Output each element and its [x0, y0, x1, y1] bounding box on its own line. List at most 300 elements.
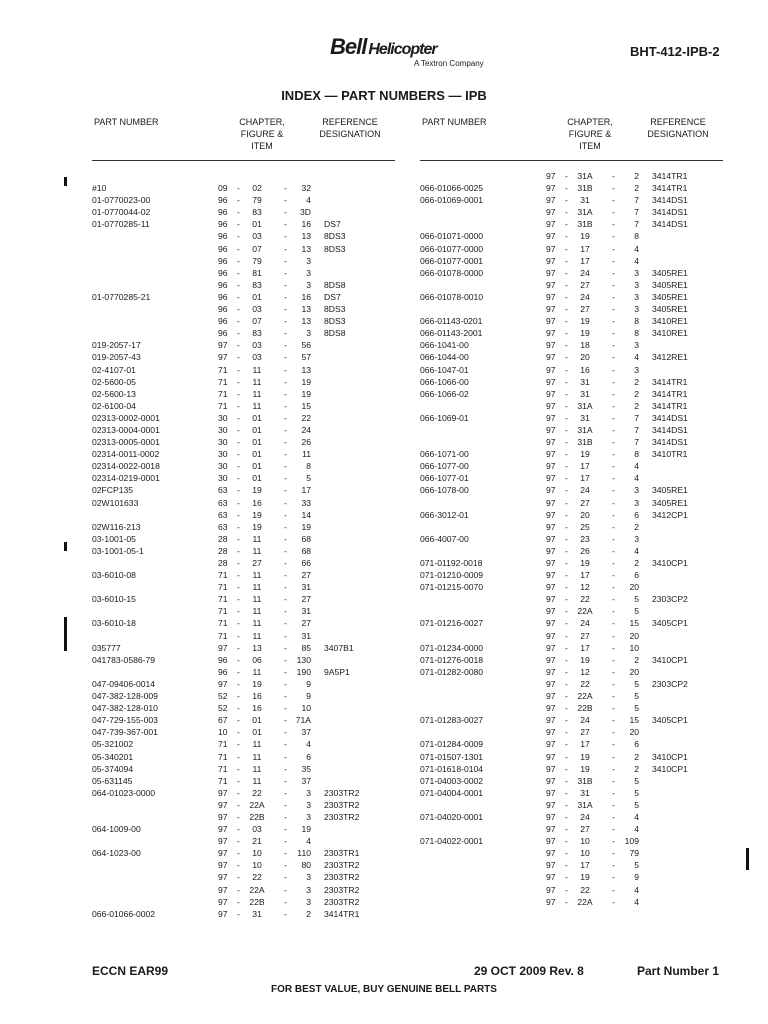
chapter: 97: [546, 654, 556, 665]
separator-dash: -: [284, 630, 287, 641]
part-number: 047-382-128-010: [92, 703, 158, 714]
separator-dash: -: [237, 533, 240, 544]
figure: 16: [252, 497, 262, 508]
separator-dash: -: [284, 267, 287, 278]
item: 7: [634, 424, 639, 435]
separator-dash: -: [565, 558, 568, 568]
index-row: [92, 569, 422, 581]
reference-designation: 3410RE1: [652, 316, 688, 327]
figure: 11: [252, 376, 262, 387]
figure: 81: [252, 267, 262, 278]
figure: 31B: [577, 219, 593, 230]
index-row: [92, 279, 422, 291]
separator-dash: -: [284, 896, 287, 907]
header-designation: DESIGNATION: [319, 129, 381, 139]
chapter: 97: [546, 388, 556, 399]
index-row: [420, 545, 750, 557]
index-row: [92, 230, 422, 242]
figure: 83: [252, 279, 262, 290]
figure: 22A: [577, 606, 593, 617]
item: 3: [306, 328, 311, 339]
chapter: 97: [546, 727, 556, 738]
index-row: [92, 339, 422, 351]
chapter: 71: [218, 364, 228, 375]
figure: 11: [252, 388, 262, 399]
separator-dash: -: [237, 558, 240, 568]
chapter: 96: [218, 279, 228, 290]
separator-dash: -: [565, 678, 568, 689]
item: 2: [634, 388, 639, 399]
item: 2: [634, 376, 639, 387]
separator-dash: -: [284, 860, 287, 871]
separator-dash: -: [565, 811, 568, 822]
chapter: 96: [218, 219, 228, 230]
item: 2: [634, 171, 639, 181]
item: 19: [301, 388, 311, 399]
index-row: [420, 218, 750, 230]
separator-dash: -: [237, 836, 240, 847]
part-number: 02-5600-13: [92, 388, 136, 399]
item: 4: [634, 461, 639, 472]
part-number: 066-1041-00: [420, 340, 469, 351]
item: 11: [302, 449, 311, 460]
part-number: 064-1023-00: [92, 848, 141, 859]
figure: 11: [252, 751, 262, 762]
part-number: 03-6010-18: [92, 618, 136, 629]
figure: 16: [252, 691, 262, 702]
separator-dash: -: [565, 896, 568, 907]
separator-dash: -: [612, 896, 615, 907]
index-row: [92, 182, 422, 194]
chapter: 97: [546, 545, 556, 556]
separator-dash: -: [284, 533, 287, 544]
figure: 31A: [577, 171, 593, 181]
separator-dash: -: [284, 509, 287, 520]
separator-dash: -: [284, 775, 287, 786]
figure: 27: [580, 630, 590, 641]
item: 35: [301, 763, 311, 774]
separator-dash: -: [284, 412, 287, 423]
figure: 17: [580, 255, 590, 266]
figure: 01: [252, 412, 262, 423]
item: 4: [634, 243, 639, 254]
separator-dash: -: [284, 304, 287, 315]
index-row: [420, 327, 750, 339]
chapter: 71: [218, 570, 228, 581]
separator-dash: -: [612, 630, 615, 641]
item: 7: [634, 195, 639, 206]
reference-designation: 3414TR1: [652, 183, 688, 194]
chapter: 97: [218, 884, 228, 895]
figure: 19: [580, 872, 590, 883]
separator-dash: -: [237, 449, 240, 460]
separator-dash: -: [237, 594, 240, 605]
index-row: [92, 617, 422, 629]
item: 130: [296, 654, 311, 665]
separator-dash: -: [612, 267, 615, 278]
figure: 31: [580, 787, 590, 798]
separator-dash: -: [565, 521, 568, 532]
item: 24: [301, 424, 311, 435]
reference-designation: 3407B1: [324, 642, 354, 653]
item: 2: [634, 558, 639, 568]
chapter: 96: [218, 195, 228, 206]
chapter: 97: [546, 521, 556, 532]
figure: 25: [580, 521, 590, 532]
figure: 19: [580, 763, 590, 774]
index-row: [420, 497, 750, 509]
index-row: [92, 521, 422, 533]
reference-designation: 2303TR2: [324, 787, 360, 798]
index-row: [92, 170, 422, 182]
header-chapter-figure-item: [560, 116, 620, 152]
separator-dash: -: [284, 811, 287, 822]
item: 37: [301, 775, 311, 786]
separator-dash: -: [237, 412, 240, 423]
separator-dash: -: [237, 352, 240, 363]
header-designation: DESIGNATION: [647, 129, 709, 139]
chapter: 63: [218, 497, 228, 508]
index-row: [92, 847, 422, 859]
chapter: 71: [218, 739, 228, 750]
index-row: [92, 400, 422, 412]
figure: 11: [252, 763, 262, 774]
separator-dash: -: [565, 183, 568, 194]
chapter: 97: [546, 509, 556, 520]
separator-dash: -: [565, 824, 568, 835]
separator-dash: -: [565, 316, 568, 327]
separator-dash: -: [237, 666, 240, 677]
item: 7: [634, 437, 639, 448]
item: 5: [634, 775, 639, 786]
chapter: 97: [218, 352, 228, 363]
separator-dash: -: [237, 461, 240, 472]
index-row: [92, 388, 422, 400]
figure: 07: [252, 243, 262, 254]
separator-dash: -: [612, 884, 615, 895]
index-row: [420, 702, 750, 714]
chapter: 97: [546, 255, 556, 266]
item: 5: [634, 691, 639, 702]
index-row: [92, 714, 422, 726]
item: 3: [306, 787, 311, 798]
index-row: [420, 605, 750, 617]
separator-dash: -: [237, 618, 240, 629]
index-row: [420, 630, 750, 642]
part-number: 02W116-213: [92, 521, 141, 532]
chapter: 96: [218, 666, 228, 677]
part-number: 071-01192-0018: [420, 558, 483, 568]
item: 4: [634, 545, 639, 556]
separator-dash: -: [565, 739, 568, 750]
part-number: 071-04003-0002: [420, 775, 484, 786]
item: 4: [306, 195, 311, 206]
separator-dash: -: [284, 642, 287, 653]
separator-dash: -: [565, 255, 568, 266]
figure: 22: [580, 594, 590, 605]
index-row: [420, 279, 750, 291]
index-row: [92, 835, 422, 847]
separator-dash: -: [612, 678, 615, 689]
figure: 22A: [249, 884, 265, 895]
part-number: 066-01077-0000: [420, 243, 484, 254]
figure: 31A: [577, 424, 593, 435]
footer-tagline: FOR BEST VALUE, BUY GENUINE BELL PARTS: [271, 984, 497, 995]
index-row: [420, 726, 750, 738]
separator-dash: -: [612, 715, 615, 726]
figure: 79: [252, 195, 262, 206]
figure: 11: [252, 364, 262, 375]
separator-dash: -: [284, 884, 287, 895]
separator-dash: -: [284, 848, 287, 859]
separator-dash: -: [612, 316, 615, 327]
part-number: 02314-0022-0018: [92, 461, 160, 472]
index-row: [92, 859, 422, 871]
separator-dash: -: [284, 291, 287, 302]
item: 3: [634, 533, 639, 544]
index-row: [420, 472, 750, 484]
separator-dash: -: [612, 424, 615, 435]
separator-dash: -: [612, 824, 615, 835]
index-row: [420, 811, 750, 823]
figure: 19: [580, 449, 590, 460]
figure: 24: [580, 715, 590, 726]
figure: 11: [252, 570, 262, 581]
index-row: [92, 497, 422, 509]
index-row: [420, 799, 750, 811]
figure: 22B: [249, 896, 265, 907]
separator-dash: -: [565, 775, 568, 786]
index-row: [92, 218, 422, 230]
reference-designation: 3414TR1: [652, 171, 688, 181]
separator-dash: -: [237, 860, 240, 871]
separator-dash: -: [237, 787, 240, 798]
separator-dash: -: [284, 376, 287, 387]
chapter: 97: [546, 497, 556, 508]
chapter: 97: [546, 195, 556, 206]
chapter: 97: [546, 787, 556, 798]
figure: 22A: [577, 691, 593, 702]
item: 19: [301, 824, 311, 835]
index-row: [420, 412, 750, 424]
item: 20: [629, 727, 639, 738]
part-number: 035777: [92, 642, 121, 653]
item: 13: [301, 316, 311, 327]
index-row: [420, 581, 750, 593]
item: 68: [301, 545, 311, 556]
index-row: [420, 424, 750, 436]
reference-designation: 9A5P1: [324, 666, 350, 677]
item: 71A: [295, 715, 311, 726]
separator-dash: -: [565, 751, 568, 762]
index-row: [92, 315, 422, 327]
chapter: 63: [218, 521, 228, 532]
separator-dash: -: [237, 400, 240, 411]
figure: 22: [252, 787, 262, 798]
reference-designation: 3405CP1: [652, 715, 688, 726]
figure: 17: [580, 243, 590, 254]
figure: 22A: [249, 799, 265, 810]
separator-dash: -: [284, 497, 287, 508]
chapter: 97: [546, 376, 556, 387]
chapter: 71: [218, 775, 228, 786]
part-number: 05-631145: [92, 775, 133, 786]
separator-dash: -: [284, 388, 287, 399]
column-header: [92, 116, 422, 160]
reference-designation: 3414TR1: [652, 376, 688, 387]
separator-dash: -: [237, 799, 240, 810]
separator-dash: -: [612, 618, 615, 629]
figure: 01: [252, 449, 262, 460]
separator-dash: -: [565, 485, 568, 496]
item: 109: [624, 836, 639, 847]
figure: 22B: [577, 703, 593, 714]
separator-dash: -: [237, 509, 240, 520]
index-row: [92, 484, 422, 496]
separator-dash: -: [565, 860, 568, 871]
separator-dash: -: [612, 642, 615, 653]
index-row: [92, 460, 422, 472]
chapter: 97: [218, 642, 228, 653]
chapter: 71: [218, 763, 228, 774]
separator-dash: -: [612, 473, 615, 484]
item: 13: [301, 364, 311, 375]
separator-dash: -: [565, 291, 568, 302]
change-bar: [64, 617, 67, 651]
part-number: 071-04020-0001: [420, 811, 484, 822]
item: 4: [634, 352, 639, 363]
index-row: [420, 460, 750, 472]
index-row: [92, 678, 422, 690]
separator-dash: -: [237, 497, 240, 508]
chapter: 97: [218, 908, 228, 919]
separator-dash: -: [565, 376, 568, 387]
item: 66: [301, 558, 311, 568]
reference-designation: 3414DS1: [652, 412, 688, 423]
chapter: 97: [546, 207, 556, 218]
separator-dash: -: [237, 304, 240, 315]
chapter: 96: [218, 267, 228, 278]
item: 4: [634, 884, 639, 895]
item: 31: [301, 582, 311, 593]
part-number: 047-09406-0014: [92, 678, 156, 689]
separator-dash: -: [565, 364, 568, 375]
figure: 11: [252, 739, 262, 750]
item: 190: [296, 666, 311, 677]
separator-dash: -: [284, 618, 287, 629]
index-row: [92, 630, 422, 642]
separator-dash: -: [612, 304, 615, 315]
separator-dash: -: [565, 715, 568, 726]
chapter: 97: [546, 703, 556, 714]
chapter: 71: [218, 630, 228, 641]
separator-dash: -: [284, 654, 287, 665]
separator-dash: -: [565, 799, 568, 810]
index-row: [92, 448, 422, 460]
separator-dash: -: [612, 352, 615, 363]
chapter: 96: [218, 207, 228, 218]
reference-designation: 2303TR2: [324, 811, 360, 822]
chapter: 97: [546, 171, 556, 181]
separator-dash: -: [284, 424, 287, 435]
index-row: [92, 702, 422, 714]
change-bar: [64, 542, 67, 551]
item: 14: [301, 509, 311, 520]
reference-designation: DS7: [324, 219, 341, 230]
item: 6: [634, 570, 639, 581]
item: 3: [306, 896, 311, 907]
item: 31: [301, 630, 311, 641]
index-row: [420, 521, 750, 533]
item: 10: [629, 642, 639, 653]
index-row: [92, 206, 422, 218]
figure: 31B: [577, 775, 593, 786]
separator-dash: -: [565, 388, 568, 399]
figure: 13: [252, 642, 262, 653]
chapter: 97: [546, 304, 556, 315]
chapter: 97: [546, 473, 556, 484]
separator-dash: -: [565, 630, 568, 641]
index-row: [92, 412, 422, 424]
item: 2: [634, 521, 639, 532]
separator-dash: -: [565, 328, 568, 339]
separator-dash: -: [237, 824, 240, 835]
chapter: 97: [546, 896, 556, 907]
figure: 19: [580, 654, 590, 665]
part-number: 02314-0011-0002: [92, 449, 160, 460]
chapter: 71: [218, 376, 228, 387]
part-number: 02313-0005-0001: [92, 437, 160, 448]
chapter: 28: [218, 533, 228, 544]
chapter: 97: [546, 739, 556, 750]
chapter: 97: [546, 811, 556, 822]
separator-dash: -: [565, 884, 568, 895]
reference-designation: 3405CP1: [652, 618, 688, 629]
figure: 20: [580, 352, 590, 363]
part-number: 03-1001-05-1: [92, 545, 144, 556]
separator-dash: -: [284, 485, 287, 496]
separator-dash: -: [612, 291, 615, 302]
reference-designation: 2303TR1: [324, 848, 360, 859]
separator-dash: -: [237, 751, 240, 762]
part-number: 066-01078-0010: [420, 291, 484, 302]
item: 27: [301, 618, 311, 629]
chapter: 97: [546, 570, 556, 581]
separator-dash: -: [612, 606, 615, 617]
chapter: 97: [546, 848, 556, 859]
separator-dash: -: [284, 558, 287, 568]
figure: 27: [580, 727, 590, 738]
index-row: [420, 243, 750, 255]
chapter: 97: [546, 666, 556, 677]
chapter: 97: [546, 485, 556, 496]
figure: 03: [252, 231, 262, 242]
figure: 01: [252, 219, 262, 230]
chapter: 97: [218, 848, 228, 859]
reference-designation: 8DS3: [324, 231, 346, 242]
figure: 11: [252, 594, 262, 605]
separator-dash: -: [284, 691, 287, 702]
chapter: 09: [218, 183, 228, 194]
item: 15: [629, 715, 639, 726]
item: 56: [301, 340, 311, 351]
index-row: [92, 908, 422, 920]
reference-designation: 3405RE1: [652, 497, 688, 508]
column-header: [420, 116, 750, 160]
item: 27: [301, 570, 311, 581]
index-row: [92, 642, 422, 654]
part-number: 071-01618-0104: [420, 763, 484, 774]
